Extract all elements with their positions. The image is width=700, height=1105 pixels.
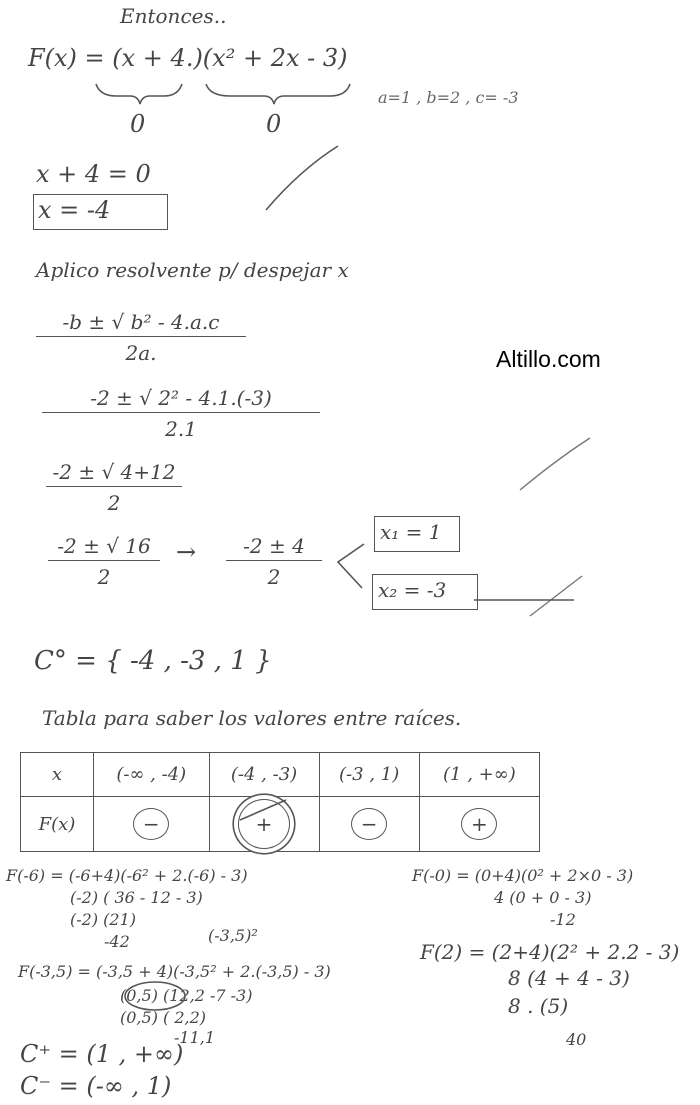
note-square: (-3,5)²	[208, 926, 258, 945]
brace-label-1: 0	[130, 110, 146, 138]
table-header-cell: x	[21, 753, 94, 797]
brace-1	[96, 84, 182, 104]
eval-mid-line: (0,5) ( 2,2)	[120, 1008, 207, 1027]
formula-numerator: -b ± √ b² - 4.a.c	[62, 310, 220, 334]
eval-right-bottom-line: 8 (4 + 4 - 3)	[508, 966, 630, 990]
equation-x-plus-4: x + 4 = 0	[36, 160, 151, 188]
formula-denominator: 2a.	[125, 341, 157, 365]
eval-right-top-line: 4 (0 + 0 - 3)	[494, 888, 592, 907]
eval-left-line: -42	[104, 932, 130, 951]
eval-right-bottom-line: 40	[566, 1030, 587, 1049]
slash-stroke	[530, 576, 582, 616]
slash-stroke	[266, 146, 338, 210]
eval-right-bottom-line: 8 . (5)	[508, 994, 569, 1018]
eval-mid-line: (0,5) (12,2 -7 -3)	[120, 986, 253, 1005]
tabla-text: Tabla para saber los valores entre raíces.	[42, 706, 462, 730]
minus-sign: −	[351, 808, 387, 840]
table-header-cell: (1 , +∞)	[419, 753, 539, 797]
watermark-brand: Altillo.com	[496, 346, 601, 372]
coefficients: a=1 , b=2 , c= -3	[378, 88, 519, 107]
plus-sign: +	[238, 799, 290, 849]
split-arrow	[338, 544, 364, 588]
root2: x₂ = -3	[378, 578, 447, 602]
heading: Entonces..	[120, 4, 227, 28]
equation-result: x = -4	[38, 196, 111, 224]
step4-numerator: -2 ± 4	[243, 534, 305, 558]
arrow-icon: →	[176, 538, 197, 566]
table-row-label: F(x)	[21, 797, 94, 852]
step3-denominator: 2	[97, 565, 111, 589]
c-plus-set: C⁺ = (1 , +∞)	[20, 1040, 184, 1068]
minus-sign: −	[133, 808, 169, 840]
brace-label-2: 0	[266, 110, 282, 138]
circled-value	[125, 982, 185, 1010]
plus-sign: +	[461, 808, 497, 840]
root1: x₁ = 1	[380, 520, 442, 544]
step4-denominator: 2	[267, 565, 281, 589]
table-header-cell: (-3 , 1)	[319, 753, 419, 797]
eval-left-line: F(-6) = (-6+4)(-6² + 2.(-6) - 3)	[6, 866, 248, 885]
eval-left-line: (-2) ( 36 - 12 - 3)	[70, 888, 203, 907]
eval-mid-line: F(-3,5) = (-3,5 + 4)(-3,5² + 2.(-3,5) - 3)	[18, 962, 331, 981]
step1-numerator: -2 ± √ 2² - 4.1.(-3)	[90, 386, 272, 410]
circle-slash	[240, 800, 286, 820]
slash-stroke	[520, 438, 590, 490]
table-header-cell: (-∞ , -4)	[94, 753, 210, 797]
c-minus-set: C⁻ = (-∞ , 1)	[20, 1072, 172, 1100]
step2-numerator: -2 ± √ 4+12	[52, 460, 176, 484]
eval-mid-line: -11,1	[174, 1028, 216, 1047]
brace-2	[206, 84, 350, 104]
function-expression: F(x) = (x + 4.)(x² + 2x - 3)	[28, 44, 348, 72]
resolvente-text: Aplico resolvente p/ despejar x	[36, 258, 349, 282]
step3-numerator: -2 ± √ 16	[57, 534, 151, 558]
c0-set: C° = { -4 , -3 , 1 }	[34, 646, 272, 676]
eval-right-bottom-line: F(2) = (2+4)(2² + 2.2 - 3)	[420, 940, 680, 964]
step2-denominator: 2	[107, 491, 121, 515]
eval-left-line: (-2) (21)	[70, 910, 136, 929]
eval-right-top-line: F(-0) = (0+4)(0² + 2×0 - 3)	[412, 866, 634, 885]
table-header-cell: (-4 , -3)	[209, 753, 319, 797]
step1-denominator: 2.1	[165, 417, 197, 441]
eval-right-top-line: -12	[550, 910, 576, 929]
